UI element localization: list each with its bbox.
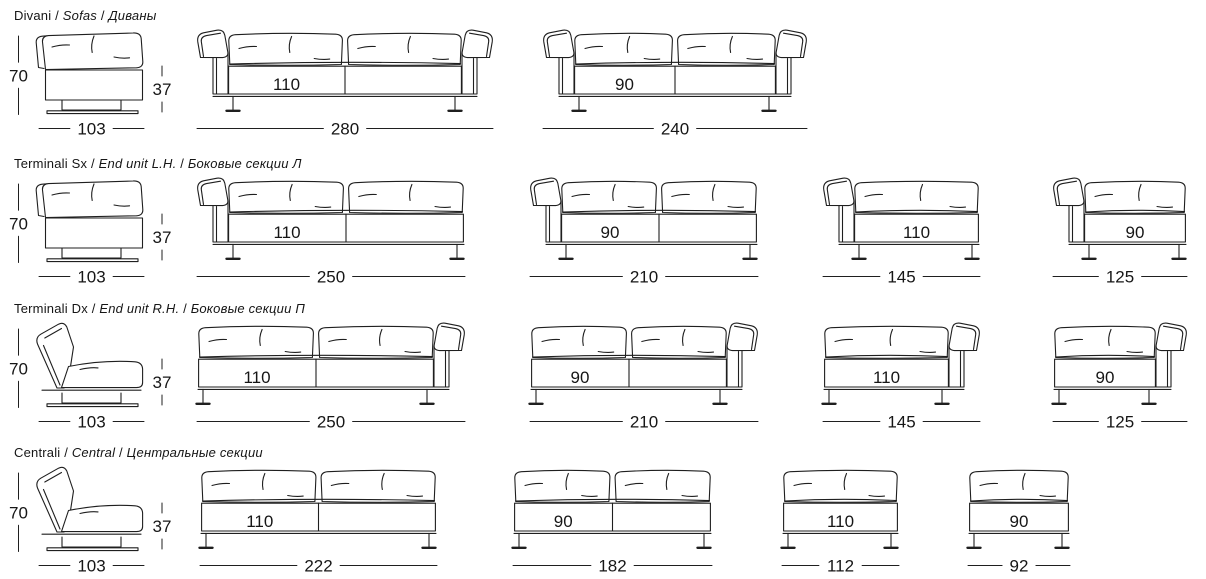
width-dimension-label: 210	[629, 267, 659, 287]
side-seat-cushion	[62, 361, 143, 387]
row-title-en: Central	[71, 445, 116, 460]
row-title-en: End unit R.H.	[99, 301, 180, 316]
row-title-it: Divani	[14, 8, 52, 23]
seat-width-label: 90	[570, 368, 590, 387]
seat-width-label: 110	[273, 223, 301, 242]
row-header-end-unit-lh	[14, 156, 302, 171]
armrest-base	[546, 201, 561, 242]
row-header-end-unit-rh	[14, 301, 305, 316]
back-cushion	[199, 326, 314, 358]
overall-height-label: 70	[9, 503, 28, 523]
overall-height-label: 70	[9, 66, 28, 86]
width-dimension-label: 103	[77, 556, 106, 576]
row-title-ru: Боковые секции П	[190, 301, 305, 316]
width-dimension-label: 240	[660, 119, 690, 139]
seat-width-label: 90	[1095, 368, 1115, 387]
seat-width-label: 90	[553, 512, 573, 531]
seat-width-label: 110	[243, 368, 271, 387]
side-body	[46, 218, 143, 248]
row-title-en: End unit L.H.	[98, 156, 177, 171]
separator: /	[97, 8, 109, 23]
width-dimension-label: 145	[887, 267, 916, 287]
width-dimension-label: 103	[77, 267, 106, 287]
armrest-base	[839, 201, 854, 242]
back-cushion	[855, 181, 978, 213]
back-cushion	[349, 181, 464, 213]
seat-height-label: 37	[152, 228, 172, 247]
back-cushion	[1055, 326, 1155, 358]
seat-width-label: 90	[600, 223, 620, 242]
overall-height-label: 70	[9, 359, 28, 379]
seat-width-label: 110	[872, 368, 901, 387]
width-dimension-label: 103	[77, 119, 106, 139]
armrest-base	[727, 346, 742, 387]
width-dimension-label: 250	[316, 267, 346, 287]
pedestal-column	[62, 248, 121, 258]
width-dimension-label: 112	[826, 556, 855, 576]
row-title-ru: Диваны	[108, 8, 157, 23]
pedestal-column	[62, 393, 121, 403]
armrest-base	[949, 346, 964, 387]
back-cushion	[532, 326, 627, 358]
pedestal-base	[47, 259, 138, 262]
pedestal-column	[62, 537, 121, 547]
armrest-base	[776, 53, 791, 94]
separator: /	[179, 301, 191, 316]
width-dimension-label: 210	[629, 412, 659, 432]
armrest-base	[1069, 201, 1084, 242]
seat-width-label: 110	[246, 512, 274, 531]
width-dimension-label: 250	[316, 412, 346, 432]
seat-width-label: 110	[272, 75, 301, 94]
back-cushion	[1085, 181, 1185, 213]
row-title-ru: Центральные секции	[126, 445, 263, 460]
armrest-base	[213, 201, 228, 242]
separator: /	[51, 8, 63, 23]
side-body	[46, 70, 143, 100]
side-seat-cushion	[62, 505, 143, 531]
separator: /	[60, 445, 72, 460]
back-cushion	[615, 470, 710, 502]
pedestal-column	[62, 100, 121, 110]
back-cushion	[202, 470, 316, 502]
seat-height-label: 37	[152, 517, 172, 536]
row-title-it: Centrali	[14, 445, 61, 460]
seat-width-label: 90	[1125, 223, 1145, 242]
seat-width-label: 90	[1009, 512, 1029, 531]
row-header-sofas	[14, 8, 157, 23]
pedestal-base	[47, 111, 138, 114]
armrest-base	[462, 53, 477, 94]
back-cushion	[319, 326, 434, 358]
back-cushion	[348, 33, 462, 65]
seat-width-label: 110	[826, 512, 855, 531]
back-cushion	[970, 470, 1068, 502]
back-cushion	[784, 470, 897, 502]
row-title-ru: Боковые секции Л	[187, 156, 302, 171]
overall-height-label: 70	[9, 214, 28, 234]
armrest-base	[434, 346, 449, 387]
width-dimension-label: 92	[1009, 556, 1029, 576]
separator: /	[176, 156, 188, 171]
width-dimension-label: 103	[77, 412, 106, 432]
row-title-it: Terminali Sx	[14, 156, 88, 171]
back-cushion	[825, 326, 948, 358]
back-cushion	[321, 470, 435, 502]
width-dimension-label: 125	[1105, 412, 1135, 432]
width-dimension-label: 145	[887, 412, 916, 432]
back-cushion	[575, 33, 673, 65]
back-cushion	[229, 181, 344, 213]
separator: /	[115, 445, 127, 460]
row-title-it: Terminali Dx	[14, 301, 88, 316]
seat-width-label: 90	[615, 75, 634, 94]
armrest-base	[1156, 346, 1171, 387]
armrest-base	[559, 53, 574, 94]
row-header-central	[14, 445, 263, 460]
row-title-en: Sofas	[62, 8, 98, 23]
back-cushion	[678, 33, 776, 65]
back-cushion	[662, 181, 757, 213]
armrest-base	[213, 53, 228, 94]
separator: /	[87, 301, 100, 316]
separator: /	[87, 156, 99, 171]
back-cushion	[229, 33, 343, 65]
width-dimension-label: 125	[1105, 267, 1135, 287]
back-cushion	[632, 326, 727, 358]
seat-width-label: 110	[902, 223, 931, 242]
width-dimension-label: 222	[304, 556, 333, 576]
pedestal-base	[47, 548, 138, 551]
back-cushion	[515, 470, 610, 502]
seat-height-label: 37	[152, 373, 172, 392]
pedestal-base	[47, 404, 138, 407]
seat-height-label: 37	[152, 80, 172, 99]
width-dimension-label: 182	[598, 556, 627, 576]
back-cushion	[562, 181, 657, 213]
width-dimension-label: 280	[330, 119, 360, 139]
